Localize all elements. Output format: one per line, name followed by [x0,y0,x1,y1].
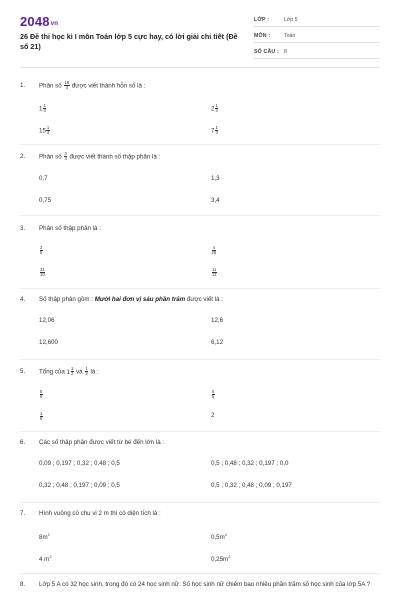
logo-suffix: vn [50,21,59,27]
answer-option-d[interactable]: $\frac{11}{12}$ [211,267,217,278]
emphasis-text: Mười hai đơn vị sáu phần trăm [94,296,186,303]
answer-option-c[interactable]: 12,600 [39,339,58,346]
answer-option-a[interactable]: 0,09 ; 0,197 ; 0,32 ; 0,48 ; 0,5 [39,460,120,467]
answer-option-c[interactable]: 0,75 [39,196,52,204]
meta-value: Toán [284,33,296,39]
question-divider [20,359,380,360]
question-6 [20,438,380,496]
answer-options [20,527,380,567]
question-number: 8. [20,581,26,588]
question-text: 3. Phân số thập phân là : [20,225,101,232]
answer-options [20,171,380,211]
question-text: 5. Tổng của 1 $\frac{1}{2}$ và $\frac{1}{3}$ là : [20,366,99,377]
question-number: 4. [20,296,26,303]
answer-option-b[interactable]: $0,5m^2$ [211,532,227,541]
answer-option-b[interactable]: 1,3 [211,174,220,182]
question-text: 4. Số thập phân gồm : Mười hai đơn vị sáu phần trăm được viết là : [20,296,223,303]
meta-value: Lớp 5 [284,17,298,23]
fraction: $\frac{19}{4}$ [64,80,70,91]
answer-option-a[interactable]: $\frac{3}{5}$ [40,245,43,256]
question-7 [20,509,380,567]
answer-option-d[interactable]: $0,25m^2$ [211,554,231,563]
page-header [0,0,400,62]
answer-option-b[interactable]: 12,6 [211,317,224,324]
answer-option-a[interactable]: 0,7 [39,174,48,182]
question-number: 1. [20,82,26,89]
answer-options [20,100,380,140]
question-text: 8. Lớp 5 A có 32 học sinh, trong đó có 24 học sinh nữ. Số học sinh nữ chiếm bao nhiêu phần trăm số học sinh của lớp 5A ? [20,581,371,588]
answer-option-d[interactable]: 6,12 [211,339,224,346]
question-5 [20,367,380,426]
answer-options [20,386,380,426]
question-divider [20,502,380,503]
question-divider [20,215,380,216]
answer-option-d[interactable]: 7 $\frac{1}{4}$ [211,124,218,136]
mixed-number: 1 $\frac{1}{2}$ [66,366,74,377]
answer-option-b[interactable]: 0,5 ; 0,48 ; 0,32 ; 0,197 ; 0,0 [211,460,289,467]
question-number: 6. [20,439,26,446]
answer-option-c[interactable]: $\frac{1}{6}$ [40,410,43,422]
question-1 [20,81,380,140]
answer-options [20,313,380,353]
meta-info [254,14,380,62]
question-3 [20,224,380,282]
question-text: 1. Phân số $\frac{19}{4}$ được viết thành hỗn số là : [20,80,146,91]
page-title: 26 Đề thi học kì I môn Toán lớp 5 cực hay, có lời giải chi tiết (Đề số 21) [20,32,238,51]
meta-key: SỐ CÂU : [254,49,279,55]
fraction: $\frac{1}{3}$ [85,366,88,377]
fraction: $\frac{3}{4}$ [64,151,67,162]
meta-value: 8 [284,49,287,55]
answer-options [20,242,380,282]
answer-option-c[interactable]: 15 $\frac{1}{4}$ [39,124,50,136]
question-divider [20,431,380,432]
meta-row-count [254,46,380,59]
question-divider [20,288,380,289]
question-number: 7. [20,510,26,517]
answer-option-a[interactable]: $\frac{5}{6}$ [40,388,43,400]
answer-option-a[interactable]: 1 $\frac{1}{4}$ [39,102,46,114]
answer-option-d[interactable]: 2 [211,411,215,419]
answer-option-a[interactable]: $8m^2$ [39,532,50,541]
answer-option-c[interactable]: 0,32 ; 0,48 ; 0,197 ; 0,09 ; 0,5 [39,482,120,489]
question-text: 2. Phân số $\frac{3}{4}$ được viết thành số thập phân là : [20,151,161,162]
question-text: 7. Hình vuông có chu vi 2 m thì có diện tích là : [20,510,161,517]
answer-option-d[interactable]: 3,4 [211,196,220,204]
answer-option-c[interactable]: 4 $m^2$ [39,554,52,563]
header-divider [20,67,380,68]
answer-option-b[interactable]: 2 $\frac{1}{4}$ [211,102,218,114]
question-divider [20,573,380,574]
question-number: 5. [20,368,26,375]
question-text: 6. Các số thập phân được viết từ bé đến lớn là : [20,439,165,446]
question-number: 2. [20,153,26,160]
answer-option-a[interactable]: 12,06 [39,317,55,324]
meta-key: LỚP : [254,17,270,23]
meta-row-subject [254,30,380,43]
answer-option-b[interactable]: $\frac{6}{5}$ [212,388,215,400]
answer-options [20,456,380,496]
question-4 [20,295,380,353]
answer-option-d[interactable]: 0,5 ; 0,32 ; 0,48 ; 0,09 ; 0,197 [211,482,292,489]
question-2 [20,152,380,211]
answer-option-c[interactable]: $\frac{31}{10}$ [40,267,45,278]
question-number: 3. [20,225,26,232]
meta-row-class [254,14,380,27]
question-divider [20,144,380,145]
answer-option-b[interactable]: $\frac{4}{25}$ [211,245,217,256]
meta-key: MÔN : [254,33,271,39]
question-8 [20,580,380,589]
site-logo[interactable]: 2048vn [20,14,59,29]
